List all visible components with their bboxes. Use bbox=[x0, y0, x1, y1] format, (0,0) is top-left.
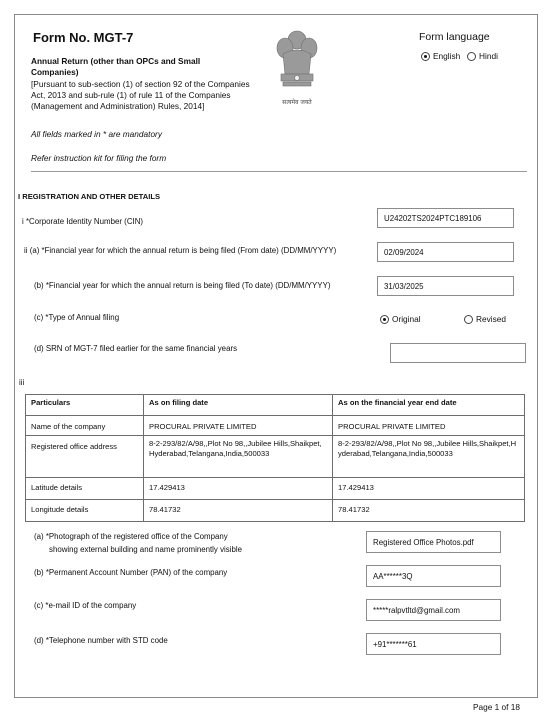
filing-original-option[interactable] bbox=[380, 314, 421, 324]
srn-field[interactable] bbox=[390, 343, 526, 363]
table-cell: Registered office address bbox=[26, 436, 144, 478]
table-cell[interactable]: 8-2-293/82/A/98,,Plot No 98,,Jubilee Hills,Shaikpet,Hyderabad,Telangana,India,500033 bbox=[144, 436, 333, 478]
radio-revised[interactable] bbox=[464, 315, 473, 324]
table-cell: Name of the company bbox=[26, 416, 144, 436]
phone-label: (d) *Telephone number with STD code bbox=[34, 636, 168, 645]
table-row bbox=[26, 436, 525, 478]
table-header-row bbox=[26, 395, 525, 416]
form-subtitle: Annual Return (other than OPCs and Small Companies) bbox=[31, 56, 201, 77]
header-fy-end-date: As on the financial year end date bbox=[333, 395, 525, 416]
form-title: Form No. MGT-7 bbox=[33, 30, 134, 45]
table-row bbox=[26, 416, 525, 436]
radio-english[interactable] bbox=[421, 52, 430, 61]
radio-original[interactable] bbox=[380, 315, 389, 324]
srn-label: (d) SRN of MGT-7 filed earlier for the same financial years bbox=[34, 344, 238, 353]
filing-revised-label: Revised bbox=[476, 314, 506, 324]
photo-label: (a) *Photograph of the registered office of the Company bbox=[34, 532, 228, 541]
table-cell[interactable]: 17.429413 bbox=[144, 478, 333, 500]
table-cell: Latitude details bbox=[26, 478, 144, 500]
email-label: (c) *e-mail ID of the company bbox=[34, 601, 137, 610]
table-cell[interactable]: 8-2-293/82/A/98,,Plot No 98,,Jubilee Hills,Shaikpet,Hyderabad,Telangana,India,500033 bbox=[333, 436, 525, 478]
table-row bbox=[26, 478, 525, 500]
photo-label-line2: showing external building and name prominently visible bbox=[49, 545, 242, 554]
table-cell[interactable]: 78.41732 bbox=[333, 500, 525, 522]
language-hindi-option[interactable] bbox=[467, 51, 498, 61]
header-particulars: Particulars bbox=[26, 395, 144, 416]
header-filing-date: As on filing date bbox=[144, 395, 333, 416]
photo-attachment-field[interactable]: Registered Office Photos.pdf bbox=[366, 531, 501, 553]
company-details-table bbox=[25, 394, 525, 522]
filing-original-label: Original bbox=[392, 314, 421, 324]
fy-from-label: ii (a) *Financial year for which the annual return is being filed (From date) (DD/MM/YYYY) bbox=[24, 246, 337, 255]
table-cell[interactable]: PROCURAL PRIVATE LIMITED bbox=[144, 416, 333, 436]
page-number: Page 1 of 18 bbox=[472, 702, 520, 712]
language-english-label: English bbox=[433, 51, 461, 61]
refer-note: Refer instruction kit for filing the form bbox=[31, 153, 167, 163]
pan-field[interactable]: AA******3Q bbox=[366, 565, 501, 587]
cin-label: i *Corporate Identity Number (CIN) bbox=[22, 217, 144, 226]
language-english-option[interactable] bbox=[421, 51, 460, 61]
fy-to-label: (b) *Financial year for which the annual return is being filed (To date) (DD/MM/YYYY) bbox=[34, 281, 331, 290]
fy-to-field[interactable]: 31/03/2025 bbox=[377, 276, 514, 296]
pan-label: (b) *Permanent Account Number (PAN) of the company bbox=[34, 568, 228, 577]
section-title: I REGISTRATION AND OTHER DETAILS bbox=[18, 192, 161, 201]
language-hindi-label: Hindi bbox=[479, 51, 498, 61]
form-language-label: Form language bbox=[419, 31, 490, 43]
radio-hindi[interactable] bbox=[467, 52, 476, 61]
item-iii-label: iii bbox=[19, 378, 25, 387]
table-cell[interactable]: PROCURAL PRIVATE LIMITED bbox=[333, 416, 525, 436]
table-cell[interactable]: 78.41732 bbox=[144, 500, 333, 522]
table-cell: Longitude details bbox=[26, 500, 144, 522]
table-cell[interactable]: 17.429413 bbox=[333, 478, 525, 500]
annual-filing-type-label: (c) *Type of Annual filing bbox=[34, 313, 120, 322]
filing-revised-option[interactable] bbox=[464, 314, 506, 324]
phone-field[interactable]: +91*******61 bbox=[366, 633, 501, 655]
emblem-motto: सत्यमेव जयते bbox=[282, 99, 312, 106]
form-pursuant-text: [Pursuant to sub-section (1) of section 92 of the Companies Act, 2013 and sub-rule (1) of rule 11 of the Companies (Management and Administration) Rules, 2014] bbox=[31, 79, 250, 111]
mandatory-note: All fields marked in * are mandatory bbox=[31, 129, 162, 139]
divider bbox=[31, 171, 527, 172]
fy-from-field[interactable]: 02/09/2024 bbox=[377, 242, 514, 262]
national-emblem-logo bbox=[273, 26, 321, 110]
email-field[interactable]: *****ralpvtltd@gmail.com bbox=[366, 599, 501, 621]
cin-field[interactable]: U24202TS2024PTC189106 bbox=[377, 208, 514, 228]
table-row bbox=[26, 500, 525, 522]
